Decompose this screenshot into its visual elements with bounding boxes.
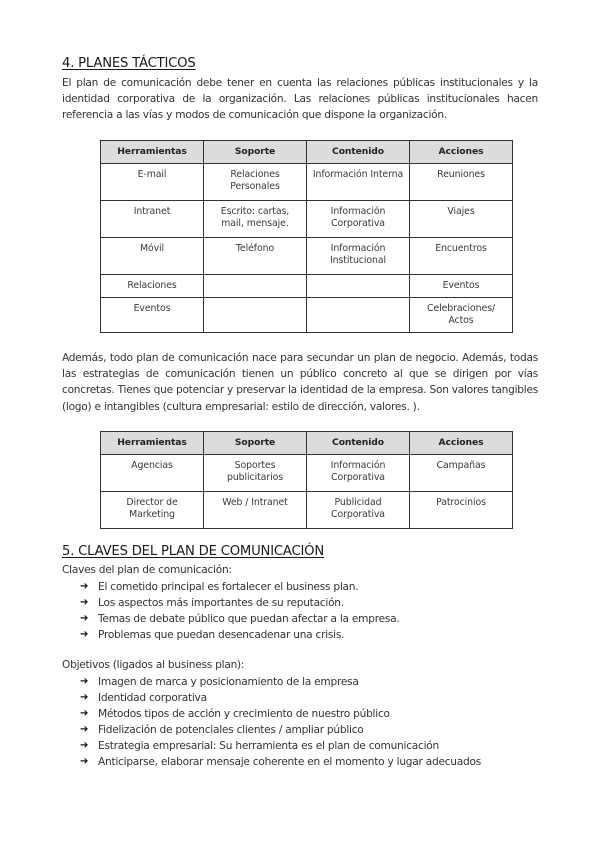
table-row	[101, 492, 513, 529]
table-cell: Celebraciones/ Actos	[410, 298, 513, 333]
tactics-table-1	[100, 140, 513, 333]
header-herramientas: Herramientas	[101, 432, 204, 455]
arrow-right-icon: ➔	[80, 629, 89, 640]
table-row	[101, 298, 513, 333]
keys-list	[80, 579, 399, 643]
table-cell	[307, 275, 410, 298]
section-4-intro: El plan de comunicación debe tener en cuenta las relaciones públicas institucionales y la identidad corporativa de la organización. Las relaciones públicas institucionales hacen referencia a las vías y modos de comunicación que dispone la organización.	[62, 77, 538, 122]
table-cell: Teléfono	[204, 238, 307, 275]
table-row	[101, 238, 513, 275]
table-row	[101, 275, 513, 298]
header-acciones: Acciones	[410, 141, 513, 164]
list-item: ➔ Anticiparse, elaborar mensaje coherente en el momento y lugar adecuados	[80, 756, 481, 768]
table-cell: Agencias	[101, 455, 204, 492]
table-cell: Eventos	[101, 298, 204, 333]
table-cell: Patrocinios	[410, 492, 513, 529]
list-item: ➔ El cometido principal es fortalecer el business plan.	[80, 581, 359, 593]
objectives-list	[80, 674, 481, 770]
table-row	[101, 201, 513, 238]
table-cell: Información Institucional	[307, 238, 410, 275]
table-cell: Reuniones	[410, 164, 513, 201]
table-row	[101, 164, 513, 201]
table-cell: Información Corporativa	[307, 201, 410, 238]
header-herramientas: Herramientas	[101, 141, 204, 164]
list-item: ➔ Temas de debate público que puedan afectar a la empresa.	[80, 613, 400, 625]
arrow-right-icon: ➔	[80, 613, 89, 624]
header-soporte: Soporte	[204, 432, 307, 455]
arrow-right-icon: ➔	[80, 692, 89, 703]
table-cell: Publicidad Corporativa	[307, 492, 410, 529]
arrow-right-icon: ➔	[80, 581, 89, 592]
arrow-right-icon: ➔	[80, 724, 89, 735]
table-cell: Relaciones Personales	[204, 164, 307, 201]
arrow-right-icon: ➔	[80, 708, 89, 719]
table-cell: Viajes	[410, 201, 513, 238]
keys-label: Claves del plan de comunicación:	[62, 564, 232, 576]
table-cell: Soportes publicitarios	[204, 455, 307, 492]
table-cell: Escrito: cartas, mail, mensaje.	[204, 201, 307, 238]
list-item: ➔ Métodos tipos de acción y crecimiento de nuestro público	[80, 708, 390, 720]
arrow-right-icon: ➔	[80, 740, 89, 751]
table-cell: Campañas	[410, 455, 513, 492]
table-cell: Eventos	[410, 275, 513, 298]
table-cell: Encuentros	[410, 238, 513, 275]
header-acciones: Acciones	[410, 432, 513, 455]
table-cell: Intranet	[101, 201, 204, 238]
table-header-row	[101, 432, 513, 455]
table-cell: Información Interna	[307, 164, 410, 201]
list-item: ➔ Identidad corporativa	[80, 692, 207, 704]
table-cell: Móvil	[101, 238, 204, 275]
table-cell: Relaciones	[101, 275, 204, 298]
section-4-paragraph-2: Además, todo plan de comunicación nace para secundar un plan de negocio. Además, todas las estrategias de comunicación tienen un público concreto al que se dirigen por vías concretas. Tienes que potenciar y preservar la identidad de la empresa. Son valores tangibles (logo) e intangibles (cultura empresarial: estilo de dirección, valores. ).	[62, 352, 538, 413]
list-item: ➔ Imagen de marca y posicionamiento de la empresa	[80, 676, 359, 688]
arrow-right-icon: ➔	[80, 676, 89, 687]
arrow-right-icon: ➔	[80, 756, 89, 767]
table-cell: Información Corporativa	[307, 455, 410, 492]
table-header-row	[101, 141, 513, 164]
tactics-table-2	[100, 431, 513, 529]
header-soporte: Soporte	[204, 141, 307, 164]
table-cell	[204, 298, 307, 333]
objectives-label: Objetivos (ligados al business plan):	[62, 659, 245, 671]
table-cell: Director de Marketing	[101, 492, 204, 529]
table-cell: E-mail	[101, 164, 204, 201]
section-5-heading: 5. CLAVES DEL PLAN DE COMUNICACIÓN	[62, 544, 325, 559]
list-item: ➔ Problemas que puedan desencadenar una crisis.	[80, 629, 345, 641]
header-contenido: Contenido	[307, 432, 410, 455]
list-item: ➔ Estrategia empresarial: Su herramienta es el plan de comunicación	[80, 740, 439, 752]
list-item: ➔ Los aspectos más importantes de su reputación.	[80, 597, 344, 609]
header-contenido: Contenido	[307, 141, 410, 164]
arrow-right-icon: ➔	[80, 597, 89, 608]
table-cell	[307, 298, 410, 333]
table-row	[101, 455, 513, 492]
table-cell: Web / Intranet	[204, 492, 307, 529]
section-4-heading: 4. PLANES TÁCTICOS	[62, 56, 196, 71]
table-cell	[204, 275, 307, 298]
list-item: ➔ Fidelización de potenciales clientes / ampliar público	[80, 724, 364, 736]
